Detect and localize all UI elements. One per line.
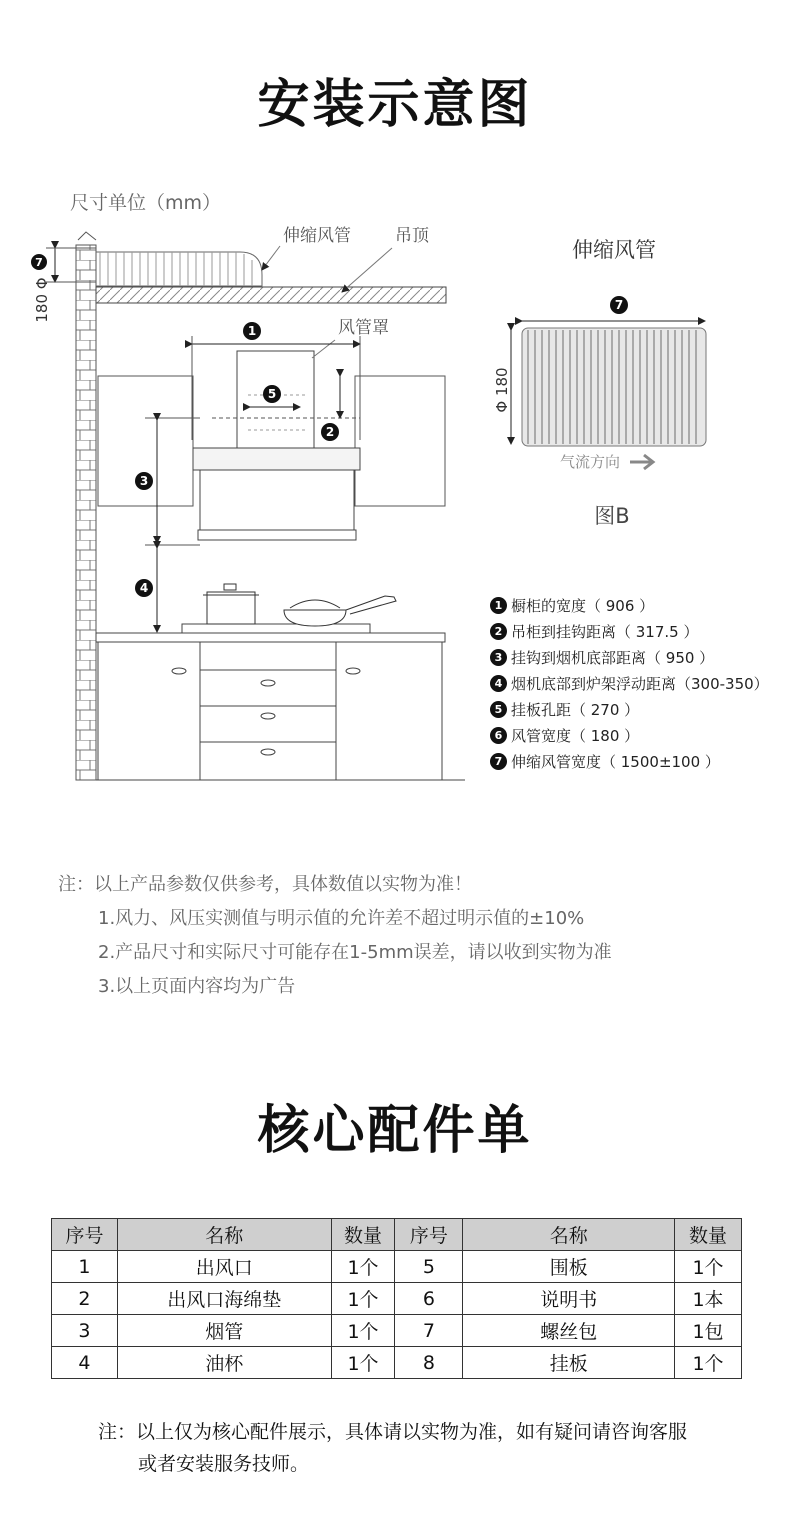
wall-cabinet-right bbox=[355, 376, 445, 506]
badge-2-text: 2 bbox=[325, 425, 335, 439]
figb-caption: 图B bbox=[594, 504, 630, 528]
unit-label: 尺寸单位（mm） bbox=[70, 192, 222, 214]
legend-item: 2 吊柜到挂钩距离（ 317.5 ） bbox=[490, 618, 769, 644]
legend-item: 6 风管宽度（ 180 ） bbox=[490, 722, 769, 748]
badge-4-text: 4 bbox=[139, 581, 149, 595]
figb-diameter: Φ 180 bbox=[493, 367, 511, 413]
note-item: 1.风力、风压实测值与明示值的允许差不超过明示值的±10% bbox=[98, 908, 585, 929]
cell: 1本 bbox=[675, 1283, 742, 1315]
cell: 3 bbox=[52, 1315, 118, 1347]
cell: 1包 bbox=[675, 1315, 742, 1347]
header-cell: 序号 bbox=[395, 1219, 463, 1251]
table-row bbox=[52, 1251, 742, 1283]
footnote-line-2: 或者安装服务技师。 bbox=[138, 1453, 310, 1475]
cell: 1个 bbox=[675, 1251, 742, 1283]
notes-block bbox=[58, 868, 612, 1004]
table-row bbox=[52, 1315, 742, 1347]
table-header-row bbox=[52, 1219, 742, 1251]
parts-table bbox=[51, 1218, 742, 1379]
install-title: 安装示意图 bbox=[257, 75, 533, 135]
cell: 挂板 bbox=[463, 1347, 675, 1379]
cell: 油杯 bbox=[117, 1347, 331, 1379]
badge-5-text: 5 bbox=[267, 387, 277, 401]
pot bbox=[203, 584, 259, 624]
badge-7-left-text: 7 bbox=[35, 256, 43, 269]
brick-wall bbox=[76, 245, 96, 780]
flex-duct-top bbox=[96, 252, 262, 287]
cell: 1个 bbox=[331, 1347, 395, 1379]
hood-bottom bbox=[198, 530, 356, 540]
figb-duct bbox=[522, 328, 706, 446]
parts-title: 核心配件单 bbox=[257, 1101, 533, 1161]
cell: 出风口 bbox=[117, 1251, 331, 1283]
table-row bbox=[52, 1347, 742, 1379]
header-cell: 名称 bbox=[463, 1219, 675, 1251]
table-row bbox=[52, 1283, 742, 1315]
hood-cover-label: 风管罩 bbox=[338, 318, 389, 338]
dimension-legend bbox=[490, 592, 769, 774]
base-cabinet bbox=[98, 642, 442, 780]
legend-item: 5 挂板孔距（ 270 ） bbox=[490, 696, 769, 722]
hood-body bbox=[200, 470, 354, 530]
figb-title: 伸缩风管 bbox=[572, 238, 656, 262]
cell: 围板 bbox=[463, 1251, 675, 1283]
cell: 螺丝包 bbox=[463, 1315, 675, 1347]
cell: 说明书 bbox=[463, 1283, 675, 1315]
cell: 5 bbox=[395, 1251, 463, 1283]
header-cell: 数量 bbox=[331, 1219, 395, 1251]
legend-item: 7 伸缩风管宽度（ 1500±100 ） bbox=[490, 748, 769, 774]
cell: 4 bbox=[52, 1347, 118, 1379]
cell: 烟管 bbox=[117, 1315, 331, 1347]
note-item: 3.以上页面内容均为广告 bbox=[98, 976, 296, 997]
hood-top bbox=[193, 448, 360, 470]
pan bbox=[284, 596, 396, 626]
header-cell: 序号 bbox=[52, 1219, 118, 1251]
cell: 8 bbox=[395, 1347, 463, 1379]
countertop bbox=[96, 633, 445, 642]
footnote-line-1: 注：以上仅为核心配件展示，具体请以实物为准，如有疑问请咨询客服 bbox=[98, 1421, 688, 1443]
figb-airflow-label: 气流方向 bbox=[560, 453, 621, 471]
cell: 1 bbox=[52, 1251, 118, 1283]
cell: 7 bbox=[395, 1315, 463, 1347]
parts-footnote bbox=[98, 1416, 687, 1480]
figb-badge-7-text: 7 bbox=[614, 298, 624, 312]
legend-item: 4 烟机底部到炉架浮动距离（300-350） bbox=[490, 670, 769, 696]
cell: 出风口海绵垫 bbox=[117, 1283, 331, 1315]
header-cell: 名称 bbox=[117, 1219, 331, 1251]
ceiling-label: 吊顶 bbox=[395, 226, 429, 246]
cell: 1个 bbox=[331, 1251, 395, 1283]
cell: 1个 bbox=[331, 1315, 395, 1347]
ceiling-slab bbox=[96, 287, 446, 303]
note-item: 2.产品尺寸和实际尺寸可能存在1-5mm误差，请以收到实物为准 bbox=[98, 942, 612, 963]
airflow-arrow-icon bbox=[630, 455, 653, 469]
notes-head: 注：以上产品参数仅供参考，具体数值以实物为准！ bbox=[58, 874, 472, 895]
cell: 2 bbox=[52, 1283, 118, 1315]
header-cell: 数量 bbox=[675, 1219, 742, 1251]
legend-item: 3 挂钩到烟机底部距离（ 950 ） bbox=[490, 644, 769, 670]
legend-item: 1 橱柜的宽度（ 906 ） bbox=[490, 592, 769, 618]
cell: 6 bbox=[395, 1283, 463, 1315]
duct-label: 伸缩风管 bbox=[283, 226, 351, 246]
duct-diameter-label: 180 Φ bbox=[33, 277, 51, 323]
cell: 1个 bbox=[675, 1347, 742, 1379]
stove bbox=[182, 624, 370, 633]
badge-1-text: 1 bbox=[247, 324, 257, 338]
badge-3-text: 3 bbox=[139, 474, 149, 488]
cell: 1个 bbox=[331, 1283, 395, 1315]
